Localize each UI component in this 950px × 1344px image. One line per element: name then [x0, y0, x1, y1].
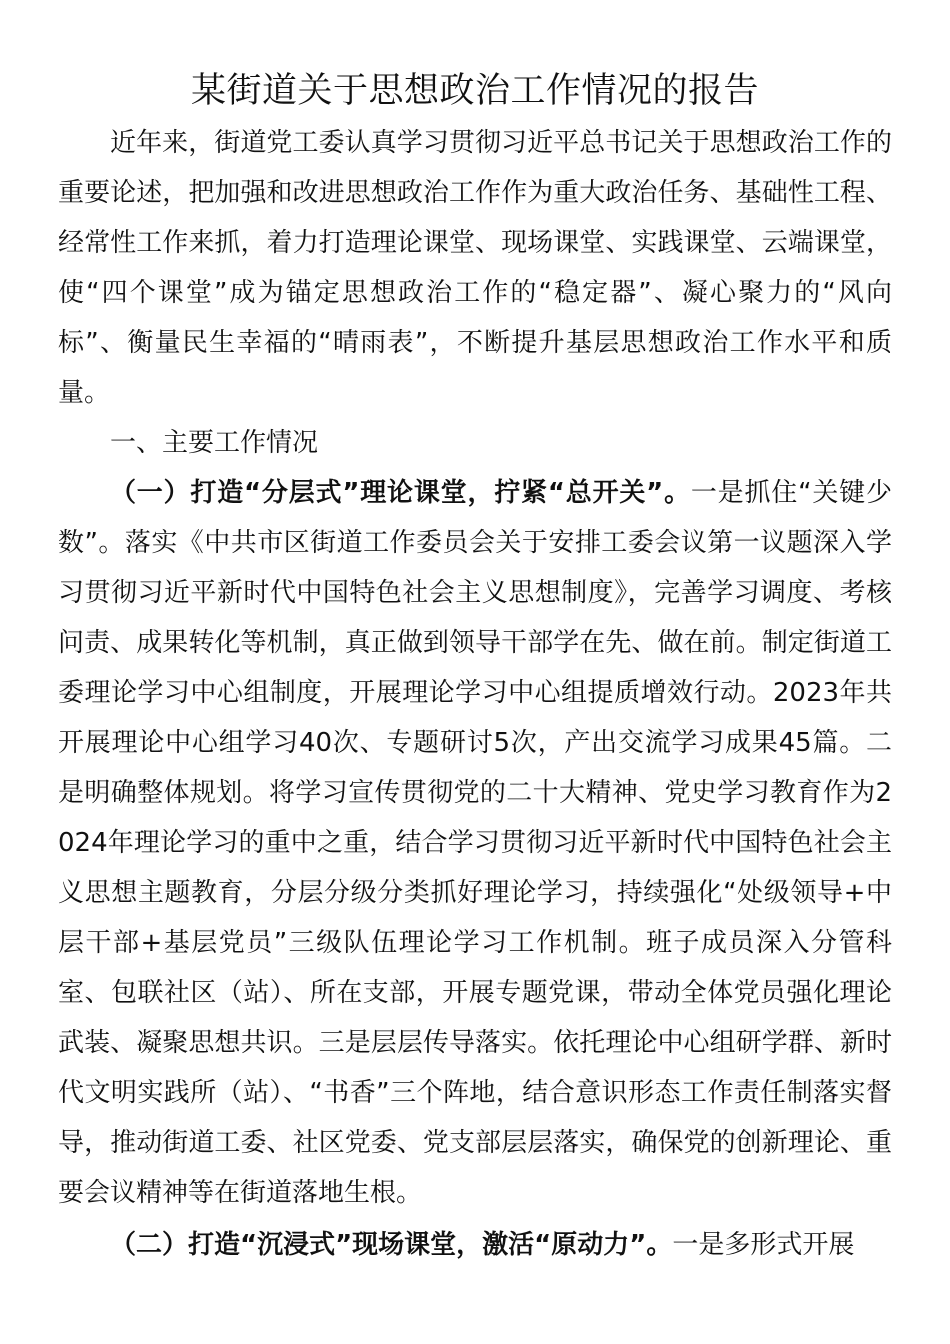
document-page — [58, 66, 892, 1270]
subsection-2-body: 一是多形式开展 — [672, 1230, 855, 1260]
subsection-1-body: 一是抓住“关键少数”。落实《中共市区街道工作委员会关于安排工委会议第一议题深入学习贯彻习近平新时代中国特色社会主义思想制度》，完善学习调度、考核问责、成果转化等机制，真正做到领导干部学在先、做在前。制定街道工委理论学习中心组制度，开展理论学习中心组提质增效行动。2023年共开展理论中心组学习40次、专题研讨5次，产出交流学习成果45篇。二是明确整体规划。将学习宣传贯彻党的二十大精神、党史学习教育作为2024年理论学习的重中之重，结合学习贯彻习近平新时代中国特色社会主义思想主题教育，分层分级分类抓好理论学习，持续强化“处级领导+中层干部+基层党员”三级队伍理论学习工作机制。班子成员深入分管科室、包联社区（站）、所在支部，开展专题党课，带动全体党员强化理论武装、凝聚思想共识。三是层层传导落实。依托理论中心组研学群、新时代文明实践所（站）、“书香”三个阵地，结合意识形态工作责任制落实督导，推动街道工委、社区党委、党支部层层落实，确保党的创新理论、重要会议精神等在街道落地生根。 — [58, 478, 892, 1208]
document-title: 某街道关于思想政治工作情况的报告 — [190, 71, 759, 111]
subsection-1-paragraph — [58, 468, 892, 1218]
intro-paragraph: 近年来，街道党工委认真学习贯彻习近平总书记关于思想政治工作的重要论述，把加强和改进思想政治工作作为重大政治任务、基础性工程、经常性工作来抓，着力打造理论课堂、现场课堂、实践课堂、云端课堂，使“四个课堂”成为锚定思想政治工作的“稳定器”、凝心聚力的“风向标”、衡量民生幸福的“晴雨表”，不断提升基层思想政治工作水平和质量。 — [58, 128, 892, 408]
section-heading-main-work: 一、主要工作情况 — [110, 428, 319, 458]
subsection-2-paragraph — [58, 1220, 892, 1270]
subsection-2-heading: （二）打造“沉浸式”现场课堂，激活“原动力”。 — [110, 1230, 673, 1260]
subsection-1-heading: （一）打造“分层式”理论课堂，拧紧“总开关”。 — [110, 478, 691, 508]
